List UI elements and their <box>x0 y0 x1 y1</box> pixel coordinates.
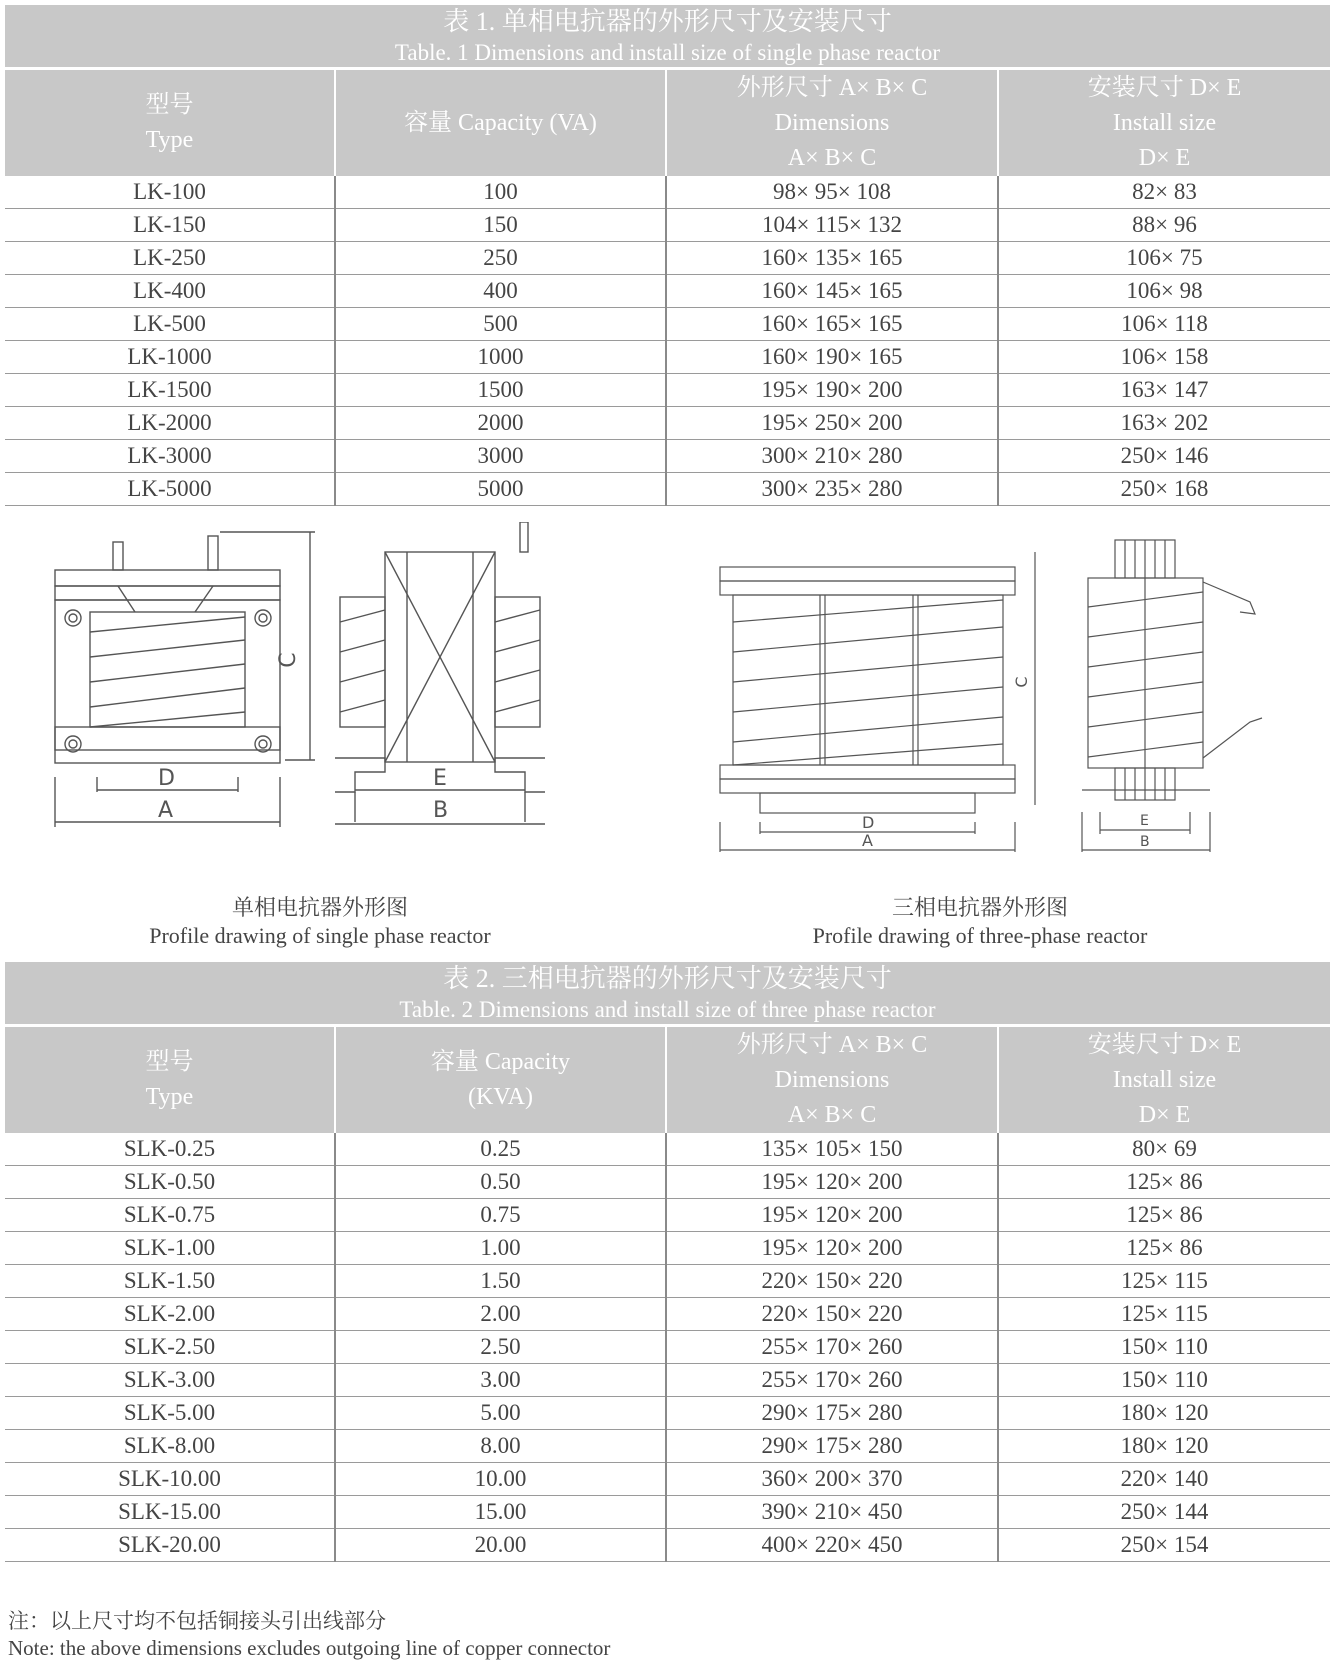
dim-label-b: B <box>1140 834 1150 850</box>
table-row <box>5 1199 1330 1232</box>
cell-type: LK-2000 <box>5 407 335 440</box>
cell-install-size: 106× 158 <box>998 341 1330 374</box>
cell-capacity: 3000 <box>335 440 666 473</box>
dim-label-a: A <box>158 798 174 823</box>
table2-caption <box>5 962 1330 1024</box>
cell-capacity: 2.00 <box>335 1298 666 1331</box>
table2-grid <box>5 1027 1330 1562</box>
header-dimensions <box>666 70 998 176</box>
table-row <box>5 1496 1330 1529</box>
cell-capacity: 1000 <box>335 341 666 374</box>
cell-capacity: 8.00 <box>335 1430 666 1463</box>
cell-capacity: 1.00 <box>335 1232 666 1265</box>
table1-body <box>5 176 1330 506</box>
cell-type: SLK-8.00 <box>5 1430 335 1463</box>
single-phase-side-drawing <box>335 522 575 882</box>
table-row <box>5 275 1330 308</box>
cell-capacity: 5.00 <box>335 1397 666 1430</box>
cell-install-size: 150× 110 <box>998 1364 1330 1397</box>
three-phase-caption-en: Profile drawing of three-phase reactor <box>812 923 1148 948</box>
cell-dimensions: 300× 210× 280 <box>666 440 998 473</box>
cell-dimensions: 104× 115× 132 <box>666 209 998 242</box>
table-row <box>5 1397 1330 1430</box>
cell-type: SLK-0.75 <box>5 1199 335 1232</box>
table-row <box>5 374 1330 407</box>
three-phase-caption <box>760 894 1200 950</box>
header-install-en: Install size <box>1112 1066 1217 1093</box>
table-row <box>5 1331 1330 1364</box>
cell-dimensions: 300× 235× 280 <box>666 473 998 506</box>
table1-grid <box>5 70 1330 506</box>
header-type-en: Type <box>145 127 194 153</box>
cell-type: LK-250 <box>5 242 335 275</box>
dim-label-c: C <box>276 652 301 668</box>
cell-dimensions: 195× 190× 200 <box>666 374 998 407</box>
cell-dimensions: 195× 250× 200 <box>666 407 998 440</box>
table-row <box>5 1265 1330 1298</box>
footnote-en: Note: the above dimensions excludes outgoing line of copper connector <box>8 1636 611 1660</box>
header-capacity-unit: (KVA) <box>468 1084 533 1110</box>
cell-type: SLK-2.00 <box>5 1298 335 1331</box>
cell-capacity: 0.25 <box>335 1133 666 1166</box>
header-capacity-label: 容量 Capacity (VA) <box>404 109 597 136</box>
cell-dimensions: 290× 175× 280 <box>666 1430 998 1463</box>
header-dims-en: Dimensions <box>774 1066 890 1093</box>
cell-capacity: 2.50 <box>335 1331 666 1364</box>
cell-dimensions: 160× 190× 165 <box>666 341 998 374</box>
header-install-cn: 安装尺寸 D× E <box>1087 74 1242 101</box>
header-install-cn: 安装尺寸 D× E <box>1087 1031 1242 1058</box>
cell-capacity: 500 <box>335 308 666 341</box>
cell-install-size: 80× 69 <box>998 1133 1330 1166</box>
cell-dimensions: 255× 170× 260 <box>666 1331 998 1364</box>
dim-label-d: D <box>862 813 875 832</box>
cell-install-size: 180× 120 <box>998 1397 1330 1430</box>
table-row <box>5 1166 1330 1199</box>
header-install-de: D× E <box>1138 1101 1191 1128</box>
cell-capacity: 1.50 <box>335 1265 666 1298</box>
header-capacity <box>335 70 666 176</box>
cell-type: LK-3000 <box>5 440 335 473</box>
cell-dimensions: 290× 175× 280 <box>666 1397 998 1430</box>
cell-install-size: 163× 147 <box>998 374 1330 407</box>
header-dims-abc: A× B× C <box>787 1101 877 1128</box>
header-dims-abc: A× B× C <box>787 144 877 171</box>
cell-capacity: 150 <box>335 209 666 242</box>
table-row <box>5 1463 1330 1496</box>
cell-capacity: 20.00 <box>335 1529 666 1562</box>
single-phase-caption-en: Profile drawing of single phase reactor <box>149 923 491 948</box>
cell-install-size: 180× 120 <box>998 1430 1330 1463</box>
cell-dimensions: 195× 120× 200 <box>666 1199 998 1232</box>
cell-dimensions: 160× 145× 165 <box>666 275 998 308</box>
footnote-cn: 注：以上尺寸均不包括铜接头引出线部分 <box>8 1609 386 1633</box>
cell-install-size: 125× 115 <box>998 1298 1330 1331</box>
cell-type: SLK-3.00 <box>5 1364 335 1397</box>
cell-type: LK-500 <box>5 308 335 341</box>
header-install-en: Install size <box>1112 109 1217 136</box>
cell-install-size: 163× 202 <box>998 407 1330 440</box>
dim-label-b: B <box>433 798 449 823</box>
cell-install-size: 88× 96 <box>998 209 1330 242</box>
header-type-cn: 型号 <box>145 1049 194 1075</box>
cell-type: SLK-2.50 <box>5 1331 335 1364</box>
cell-dimensions: 220× 150× 220 <box>666 1265 998 1298</box>
cell-capacity: 10.00 <box>335 1463 666 1496</box>
table1-title-cn: 表 1. 单相电抗器的外形尺寸及安装尺寸 <box>443 7 892 36</box>
cell-capacity: 0.75 <box>335 1199 666 1232</box>
dim-label-e: E <box>433 766 447 791</box>
cell-dimensions: 255× 170× 260 <box>666 1364 998 1397</box>
cell-capacity: 250 <box>335 242 666 275</box>
cell-dimensions: 195× 120× 200 <box>666 1232 998 1265</box>
table-row <box>5 176 1330 209</box>
cell-type: SLK-1.00 <box>5 1232 335 1265</box>
table-row <box>5 473 1330 506</box>
header-dims-cn: 外形尺寸 A× B× C <box>736 74 928 101</box>
cell-type: LK-100 <box>5 176 335 209</box>
table-row <box>5 341 1330 374</box>
three-phase-front-drawing <box>715 522 1055 882</box>
table-row <box>5 308 1330 341</box>
table2-title-cn: 表 2. 三相电抗器的外形尺寸及安装尺寸 <box>443 964 892 993</box>
cell-capacity: 0.50 <box>335 1166 666 1199</box>
table2 <box>5 962 1330 1562</box>
header-install <box>998 70 1330 176</box>
cell-dimensions: 390× 210× 450 <box>666 1496 998 1529</box>
single-phase-front-drawing <box>45 522 335 882</box>
cell-install-size: 220× 140 <box>998 1463 1330 1496</box>
table-row <box>5 1298 1330 1331</box>
table-row <box>5 242 1330 275</box>
cell-type: SLK-10.00 <box>5 1463 335 1496</box>
header-type <box>5 70 335 176</box>
cell-dimensions: 135× 105× 150 <box>666 1133 998 1166</box>
cell-type: SLK-20.00 <box>5 1529 335 1562</box>
header-install <box>998 1027 1330 1133</box>
cell-type: SLK-0.50 <box>5 1166 335 1199</box>
cell-install-size: 250× 168 <box>998 473 1330 506</box>
cell-install-size: 125× 86 <box>998 1232 1330 1265</box>
header-type-en: Type <box>145 1084 194 1110</box>
cell-type: LK-5000 <box>5 473 335 506</box>
table2-title-en: Table. 2 Dimensions and install size of three phase reactor <box>399 997 936 1022</box>
three-phase-caption-cn: 三相电抗器外形图 <box>891 895 1068 920</box>
cell-type: SLK-5.00 <box>5 1397 335 1430</box>
cell-capacity: 15.00 <box>335 1496 666 1529</box>
header-dims-en: Dimensions <box>774 109 890 136</box>
cell-install-size: 250× 154 <box>998 1529 1330 1562</box>
cell-type: LK-400 <box>5 275 335 308</box>
cell-install-size: 106× 75 <box>998 242 1330 275</box>
cell-dimensions: 360× 200× 370 <box>666 1463 998 1496</box>
profile-drawings <box>0 522 1335 950</box>
footnote <box>8 1608 610 1662</box>
cell-dimensions: 98× 95× 108 <box>666 176 998 209</box>
header-capacity <box>335 1027 666 1133</box>
cell-type: SLK-1.50 <box>5 1265 335 1298</box>
header-capacity-label: 容量 Capacity <box>430 1049 571 1075</box>
table-row <box>5 1133 1330 1166</box>
single-phase-caption-cn: 单相电抗器外形图 <box>231 895 408 920</box>
table1 <box>5 5 1330 506</box>
three-phase-side-drawing <box>1080 522 1280 882</box>
cell-install-size: 250× 144 <box>998 1496 1330 1529</box>
cell-capacity: 100 <box>335 176 666 209</box>
table-row <box>5 407 1330 440</box>
cell-install-size: 250× 146 <box>998 440 1330 473</box>
cell-capacity: 1500 <box>335 374 666 407</box>
dim-label-c: C <box>1012 676 1031 688</box>
table-row <box>5 1529 1330 1562</box>
table-row <box>5 209 1330 242</box>
cell-type: LK-150 <box>5 209 335 242</box>
cell-install-size: 106× 118 <box>998 308 1330 341</box>
table1-title-en: Table. 1 Dimensions and install size of single phase reactor <box>394 40 941 65</box>
cell-install-size: 150× 110 <box>998 1331 1330 1364</box>
cell-install-size: 106× 98 <box>998 275 1330 308</box>
cell-capacity: 400 <box>335 275 666 308</box>
cell-type: SLK-0.25 <box>5 1133 335 1166</box>
header-type <box>5 1027 335 1133</box>
cell-dimensions: 400× 220× 450 <box>666 1529 998 1562</box>
header-dims-cn: 外形尺寸 A× B× C <box>736 1031 928 1058</box>
header-type-cn: 型号 <box>145 92 194 118</box>
table-row <box>5 1364 1330 1397</box>
single-phase-caption <box>100 894 540 950</box>
header-install-de: D× E <box>1138 144 1191 171</box>
cell-capacity: 2000 <box>335 407 666 440</box>
cell-type: LK-1000 <box>5 341 335 374</box>
header-dimensions <box>666 1027 998 1133</box>
table-row <box>5 440 1330 473</box>
cell-install-size: 82× 83 <box>998 176 1330 209</box>
cell-capacity: 3.00 <box>335 1364 666 1397</box>
table-row <box>5 1430 1330 1463</box>
table1-caption <box>5 5 1330 67</box>
table2-body <box>5 1133 1330 1562</box>
table-row <box>5 1232 1330 1265</box>
cell-dimensions: 195× 120× 200 <box>666 1166 998 1199</box>
cell-type: SLK-15.00 <box>5 1496 335 1529</box>
cell-install-size: 125× 86 <box>998 1199 1330 1232</box>
cell-type: LK-1500 <box>5 374 335 407</box>
cell-install-size: 125× 86 <box>998 1166 1330 1199</box>
dim-label-a: A <box>862 831 873 850</box>
cell-dimensions: 160× 135× 165 <box>666 242 998 275</box>
cell-dimensions: 160× 165× 165 <box>666 308 998 341</box>
cell-dimensions: 220× 150× 220 <box>666 1298 998 1331</box>
cell-install-size: 125× 115 <box>998 1265 1330 1298</box>
dim-label-e: E <box>1140 813 1149 829</box>
dim-label-d: D <box>158 766 175 791</box>
cell-capacity: 5000 <box>335 473 666 506</box>
